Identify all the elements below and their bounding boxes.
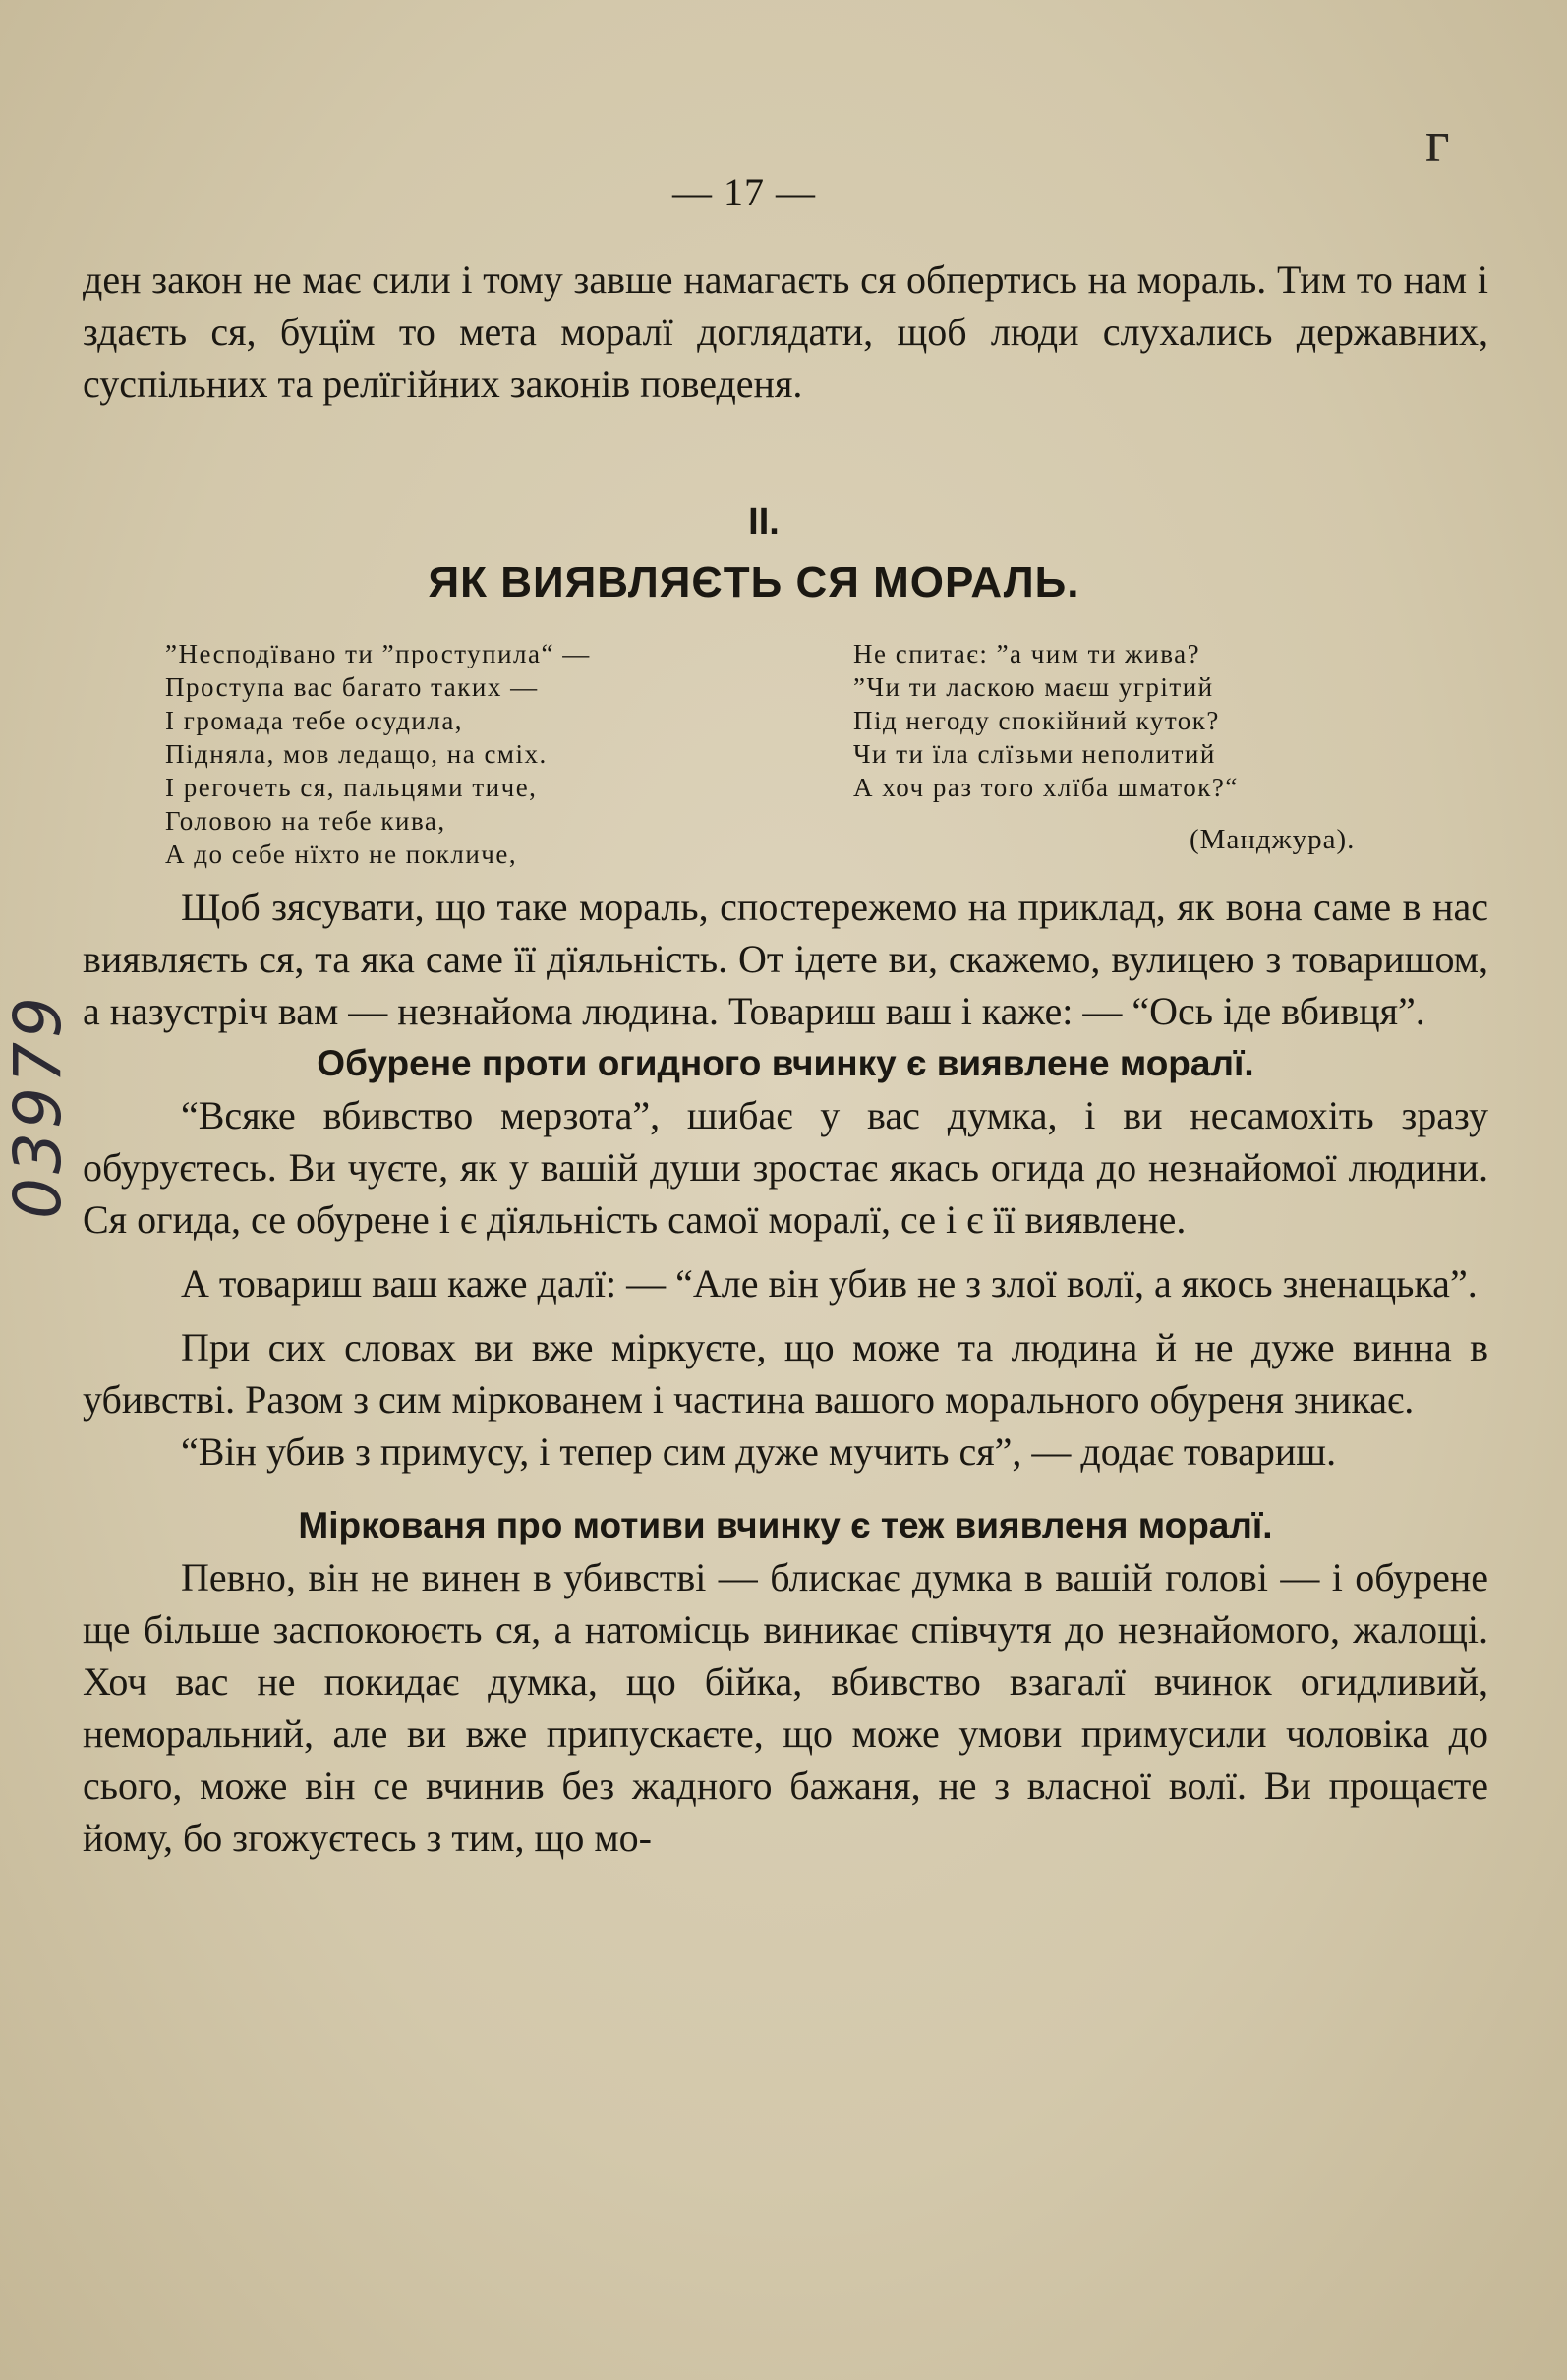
epigraph-author: (Манджура). [1190, 824, 1356, 855]
subheading-motives: Міркованя про мотиви вчинку є теж виявленя моралї. [298, 1505, 1273, 1545]
intro-block [83, 254, 1488, 410]
body-paragraph: А товариш ваш каже далї: — “Але він убив не з злої волї, а якось зненацька”. [181, 1261, 1478, 1306]
epigraph-right-column [853, 637, 1404, 804]
epigraph-line: ”Несподївано ти ”проступила“ — [165, 639, 591, 668]
epigraph-line: Не спитає: ”а чим ти жива? [853, 639, 1201, 668]
body-paragraph: “Всяке вбивство мерзота”, шибає у вас думка, і ви несамохіть зразу обуруєтесь. Ви чуєте, як у вашій души зростає якась огида до незнайомої людини. Ся огида, се обурене і є дїяльність самої моралї, се і є її виявлене. [83, 1093, 1488, 1242]
epigraph-line: Під негоду спокійний куток? [853, 706, 1220, 735]
body-paragraph: Певно, він не винен в убивстві — блискає думка в вашій голові — і обурене ще більше заспокоюєть ся, а натомісць виникає співчутя до незнайомого, жалощі. Хоч вас не покидає думка, що бійка, вбивство взагалї вчинок огидливий, неморальний, але ви вже припускаєте, що може умови примусили чоловіка до сього, може він се вчинив без жадного бажаня, не з власної волї. Ви прощаєте йому, бо згожуєтесь з тим, що мо- [83, 1555, 1488, 1860]
subheading-outrage: Обурене проти огидного вчинку є виявлене моралї. [317, 1043, 1254, 1083]
section-title: ЯК ВИЯВЛЯЄТЬ СЯ МОРАЛЬ. [428, 558, 1080, 607]
body-paragraph: Щоб зясувати, що таке мораль, спостережемо на приклад, як вона саме в нас виявляєть ся, та яка саме її дїяльність. От ідете ви, скажемо, вулицею з товаришом, а назустріч вам — незнайома людина. Товариш ваш і каже: — “Ось іде вбивця”. [83, 885, 1488, 1033]
epigraph-line: І регочеть ся, пальцями тиче, [165, 773, 538, 802]
epigraph-line: І громада тебе осудила, [165, 706, 464, 735]
body-paragraph: При сих словах ви вже міркуєте, що може та людина й не дуже винна в убивстві. Разом з сим міркованем і частина вашого морального обуреня зникає. [83, 1325, 1488, 1422]
epigraph-line: Проступа вас багато таких — [165, 672, 539, 702]
main-body [83, 881, 1488, 1864]
epigraph-line: ”Чи ти ласкою маєш угрітий [853, 672, 1214, 702]
epigraph-line: Чи ти їла слїзьми неполитий [853, 739, 1216, 769]
body-paragraph: “Він убив з примусу, і тепер сим дуже мучить ся”, — додає товариш. [181, 1429, 1337, 1474]
section-number: II. [748, 501, 780, 543]
epigraph-left-column [165, 637, 716, 871]
epigraph-line: А хоч раз того хлїба шматок?“ [853, 773, 1239, 802]
epigraph-line: Підняла, мов ледащо, на сміх. [165, 739, 548, 769]
epigraph-line: Головою на тебе кива, [165, 806, 446, 836]
epigraph-line: А до себе нїхто не покличе, [165, 840, 518, 869]
page-number: — 17 — [672, 170, 816, 214]
library-stamp-number: 03979 [0, 993, 76, 1219]
corner-pencil-mark: г [1425, 109, 1450, 174]
intro-paragraph: ден закон не має сили і тому завше намагаєть ся обпертись на мораль. Тим то нам і здаєть ся, буцїм то мета моралї доглядати, щоб люди слухались державних, суспільних та релїгійних законів поведеня. [83, 258, 1488, 406]
